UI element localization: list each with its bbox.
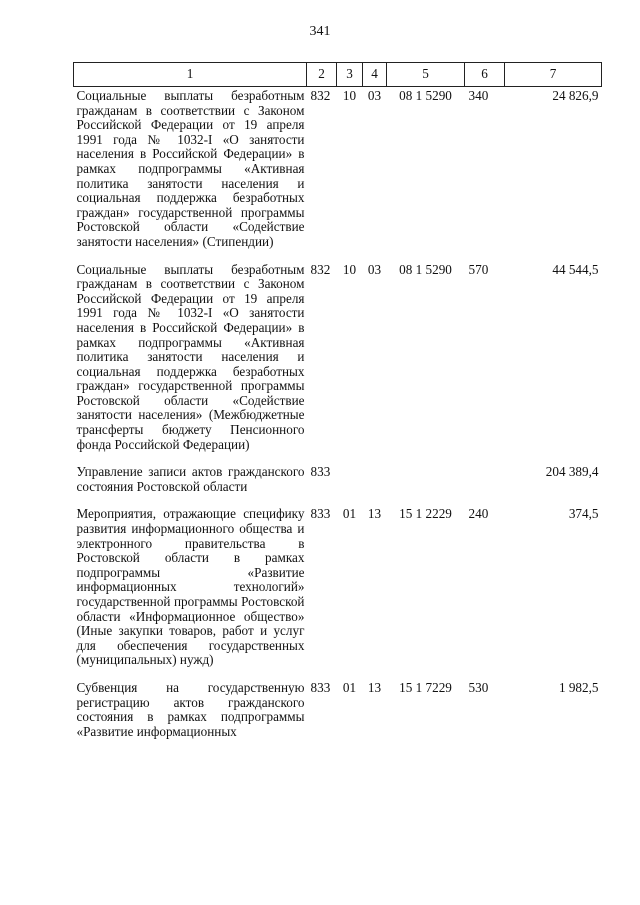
row-description: Субвенция на государственную регистрацию актов гражданского состояния в рамках подпрограммы «Развитие информационных (76, 679, 305, 739)
expense-type-code: 530 (468, 679, 489, 695)
target-code: 15 1 7229 (399, 679, 452, 695)
table-row (74, 679, 602, 739)
row-description: Управление записи актов гражданского состояния Ростовской области (76, 464, 305, 494)
amount: 374,5 (568, 506, 599, 522)
row-description: Социальные выплаты безработным гражданам в соответствии с Законом Российской Федерации от 19 апреля 1991 года № 1032-I «О занятости населения в Российской Федерации» в рамках подпрограммы «Активная политика занятости населения и социальная поддержка безработных граждан» государственной программы Ростовской области «Содействие занятости населения» (Межбюджетные трансферты бюджету Пенсионного фонда Российской Федерации) (76, 261, 305, 452)
ministry-code: 833 (310, 464, 331, 480)
column-header: 4 (363, 63, 387, 87)
subsection-code: 03 (367, 88, 382, 103)
section-code: 10 (342, 261, 357, 277)
column-header: 6 (465, 63, 505, 87)
table-row (74, 505, 602, 668)
ministry-code: 832 (310, 261, 331, 277)
amount: 204 389,4 (545, 464, 599, 480)
budget-table (73, 62, 602, 739)
column-header: 1 (74, 63, 307, 87)
target-code: 08 1 5290 (399, 88, 452, 103)
section-code: 10 (342, 88, 357, 103)
ministry-code: 832 (310, 88, 331, 103)
page-number: 341 (309, 24, 331, 39)
column-header: 2 (307, 63, 337, 87)
target-code (387, 463, 465, 494)
expense-type-code: 570 (468, 261, 489, 277)
column-header: 5 (387, 63, 465, 87)
subsection-code: 03 (367, 261, 382, 277)
ministry-code: 833 (310, 506, 331, 522)
ministry-code: 833 (310, 679, 331, 695)
subsection-code: 13 (367, 679, 382, 695)
subsection-code (363, 463, 387, 494)
section-code (337, 463, 363, 494)
expense-type-code (465, 463, 505, 494)
amount: 44 544,5 (552, 261, 599, 277)
expense-type-code: 240 (468, 506, 489, 522)
expense-type-code: 340 (468, 88, 489, 103)
column-header: 7 (505, 63, 602, 87)
amount: 24 826,9 (552, 88, 599, 103)
subsection-code: 13 (367, 506, 382, 522)
table-row (74, 463, 602, 494)
target-code: 08 1 5290 (399, 261, 452, 277)
section-code: 01 (342, 679, 357, 695)
target-code: 15 1 2229 (399, 506, 452, 522)
table-row (74, 87, 602, 250)
table-row (74, 261, 602, 453)
row-description: Социальные выплаты безработным гражданам в соответствии с Законом Российской Федерации от 19 апреля 1991 года № 1032-I «О занятости населения в Российской Федерации» в рамках подпрограммы «Активная политика занятости населения и социальная поддержка безработных граждан» государственной программы Ростовской области «Содействие занятости населения» (Стипендии) (76, 88, 305, 249)
column-header: 3 (337, 63, 363, 87)
section-code: 01 (342, 506, 357, 522)
row-description: Мероприятия, отражающие специфику развития информационного общества и электронного правительства в Ростовской области в рамках подпрограммы «Развитие информационных технологий» государственной программы Ростовской области «Информационное общество» (Иные закупки товаров, работ и услуг для обеспечения государственных (муниципальных) нужд) (76, 506, 305, 668)
header-row (74, 63, 602, 87)
amount: 1 982,5 (558, 679, 599, 695)
